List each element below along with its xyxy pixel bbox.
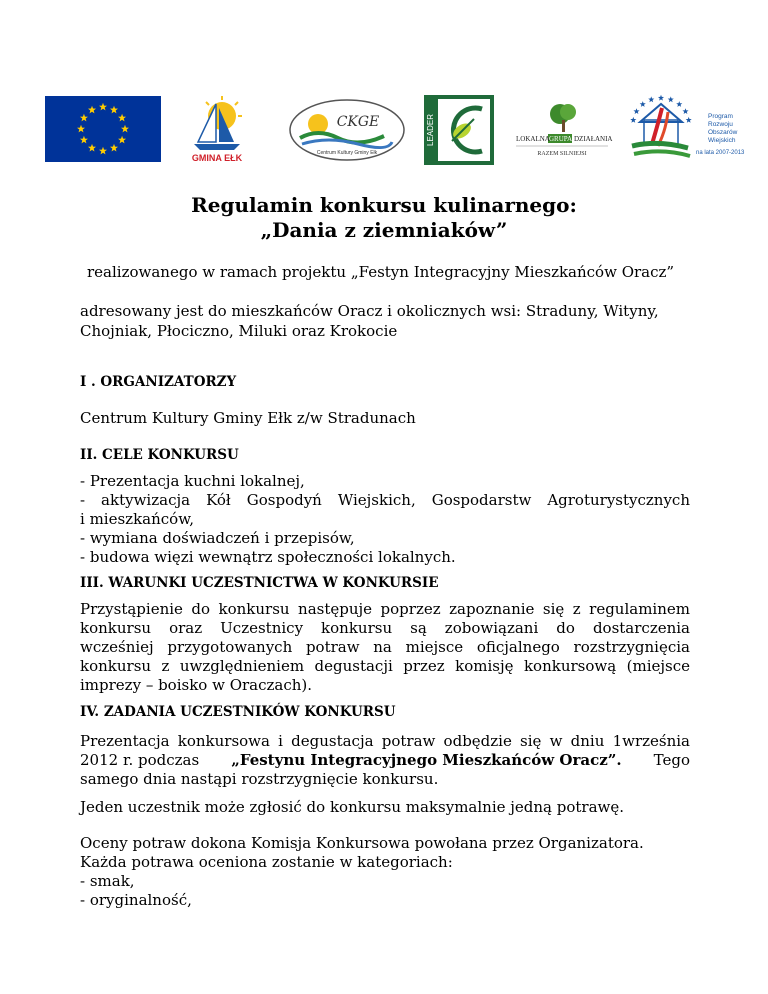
project-description: realizowanego w ramach projektu „Festyn Integracyjny Mieszkańców Oracz”: [87, 263, 675, 281]
section1-text: Centrum Kultury Gminy Ełk z/w Stradunach: [80, 409, 416, 427]
star-icon: [686, 117, 692, 123]
date-text: 2012 r. podczas: [80, 751, 200, 769]
lgd-logo: [514, 100, 613, 158]
prow-line5: na lata 2007-2013: [696, 150, 745, 156]
ckge-label: CKGE: [336, 114, 380, 130]
document-title-line2: „Dania z ziemniaków”: [260, 218, 508, 242]
prow-line3: Obszarów: [708, 129, 738, 136]
section3-heading: III. WARUNKI UCZESTNICTWA W KONKURSIE: [80, 575, 439, 591]
list-item: - smak,: [80, 872, 135, 890]
lgd-right-label: DZIAŁANIA: [574, 135, 613, 143]
address-line2: Chojniak, Płociczno, Miluki oraz Krokocie: [80, 322, 398, 340]
tail-text: Tego: [653, 751, 690, 769]
star-icon: [648, 96, 654, 102]
paragraph-line: imprezy – boisko w Oraczach).: [80, 676, 313, 694]
section2-heading: II. CELE KONKURSU: [80, 447, 239, 463]
star-icon: [682, 108, 688, 114]
star-icon: [658, 95, 664, 101]
document-title-line1: Regulamin konkursu kulinarnego:: [191, 193, 577, 217]
lgd-mid-label: GRUPA: [549, 135, 573, 143]
gmina-elk-logo: [186, 96, 248, 164]
list-item: - Prezentacja kuchni lokalnej,: [80, 472, 305, 490]
paragraph-line: konkursu z uwzględnieniem degustacji przez komisję konkursową (miejsce: [80, 657, 690, 675]
eu-flag-logo: [45, 96, 161, 162]
ckge-logo: [288, 98, 406, 162]
list-item: - budowa więzi wewnątrz społeczności lokalnych.: [80, 548, 456, 566]
paragraph-line: Każda potrawa oceniona zostanie w kategoriach:: [80, 853, 453, 871]
star-icon: [676, 101, 682, 107]
section4-paragraph3: [80, 834, 690, 910]
section4-heading: IV. ZADANIA UCZESTNIKÓW KONKURSU: [80, 704, 396, 720]
section2-list: [80, 472, 690, 567]
star-icon: [668, 96, 674, 102]
paragraph-line: Przystąpienie do konkursu następuje poprzez zapoznanie się z regulaminem: [80, 600, 690, 618]
section3-paragraph: [80, 600, 690, 695]
list-item: - oryginalność,: [80, 891, 192, 909]
festival-name: „Festynu Integracyjnego Mieszkańców Oracz”.: [231, 751, 622, 769]
gmina-elk-label: GMINA EŁK: [191, 153, 243, 163]
lgd-left-label: LOKALNA: [516, 135, 550, 143]
prow-line2: Rozwoju: [708, 121, 733, 128]
star-icon: [633, 108, 639, 114]
paragraph-line: konkursu oraz Uczestnicy konkursu są zobowiązani do dostarczenia: [80, 619, 690, 637]
prow-logo: [628, 94, 745, 166]
paragraph-line: wcześniej przygotowanych potraw na miejsce oficjalnego rozstrzygnięcia: [80, 638, 690, 656]
section1-heading: I . ORGANIZATORZY: [80, 374, 237, 390]
paragraph-line: Oceny potraw dokona Komisja Konkursowa powołana przez Organizatora.: [80, 834, 644, 852]
star-icon: [630, 117, 636, 123]
section4-paragraph2: Jeden uczestnik może zgłosić do konkursu maksymalnie jedną potrawę.: [80, 798, 625, 816]
list-item: - aktywizacja Kół Gospodyń Wiejskich, Gospodarstw Agroturystycznych: [80, 491, 690, 509]
lgd-sub-label: RAZEM SILNIEJSI: [537, 151, 587, 157]
leader-label: LEADER: [426, 113, 435, 147]
prow-line4: Wiejskich: [708, 137, 736, 144]
address-line1: adresowany jest do mieszkańców Oracz i okolicznych wsi: Straduny, Wityny,: [80, 302, 659, 320]
paragraph-line: [80, 751, 690, 770]
prow-line1: Program: [708, 113, 733, 120]
star-icon: [640, 101, 646, 107]
list-item: - wymiana doświadczeń i przepisów,: [80, 529, 355, 547]
section4-paragraph1: [80, 732, 690, 789]
leader-logo: [424, 95, 494, 165]
paragraph-line: Prezentacja konkursowa i degustacja potraw odbędzie się w dniu 1września: [80, 732, 690, 750]
list-item: i mieszkańców,: [80, 510, 195, 528]
ckge-sub-label: Centrum Kultury Gminy Ełk: [316, 150, 378, 156]
logos-row: [0, 92, 768, 172]
paragraph-line: samego dnia nastąpi rozstrzygnięcie konkursu.: [80, 770, 439, 788]
